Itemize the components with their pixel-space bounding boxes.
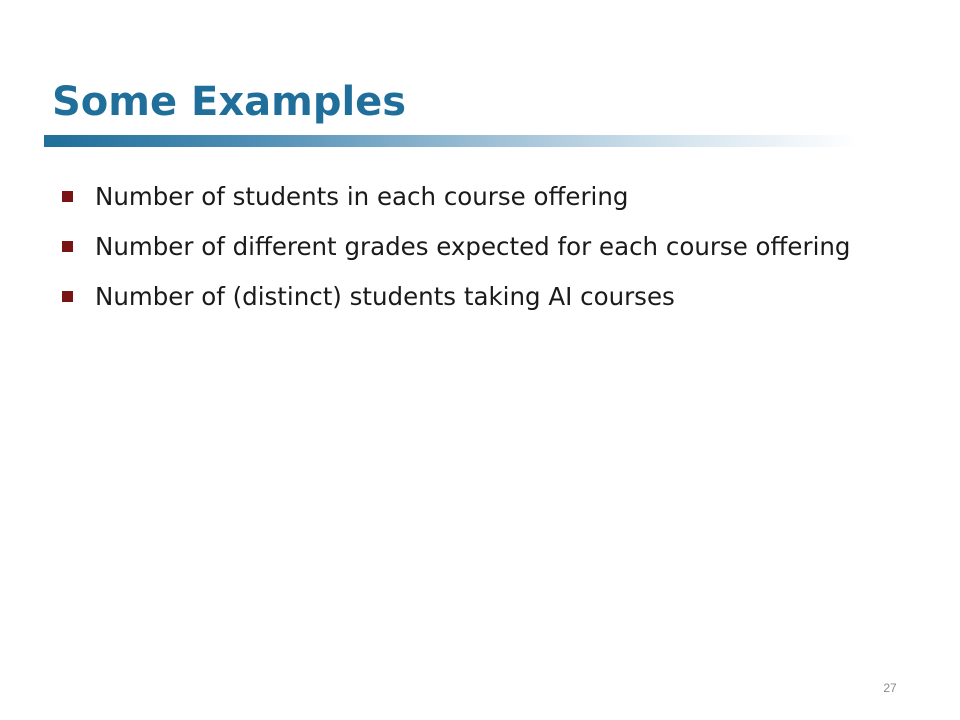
bullet-item [62,278,902,315]
bullet-item [62,228,902,265]
square-bullet-icon [62,291,73,302]
bullet-list [62,178,902,328]
square-bullet-icon [62,241,73,252]
bullet-text: Number of different grades expected for each course offering [95,232,851,261]
bullet-text: Number of (distinct) students taking AI courses [95,282,675,311]
bullet-text: Number of students in each course offering [95,182,629,211]
title-underline-rule [44,135,860,147]
square-bullet-icon [62,191,73,202]
bullet-item [62,178,902,215]
page-number: 27 [883,681,897,695]
slide-title: Some Examples [52,79,407,125]
